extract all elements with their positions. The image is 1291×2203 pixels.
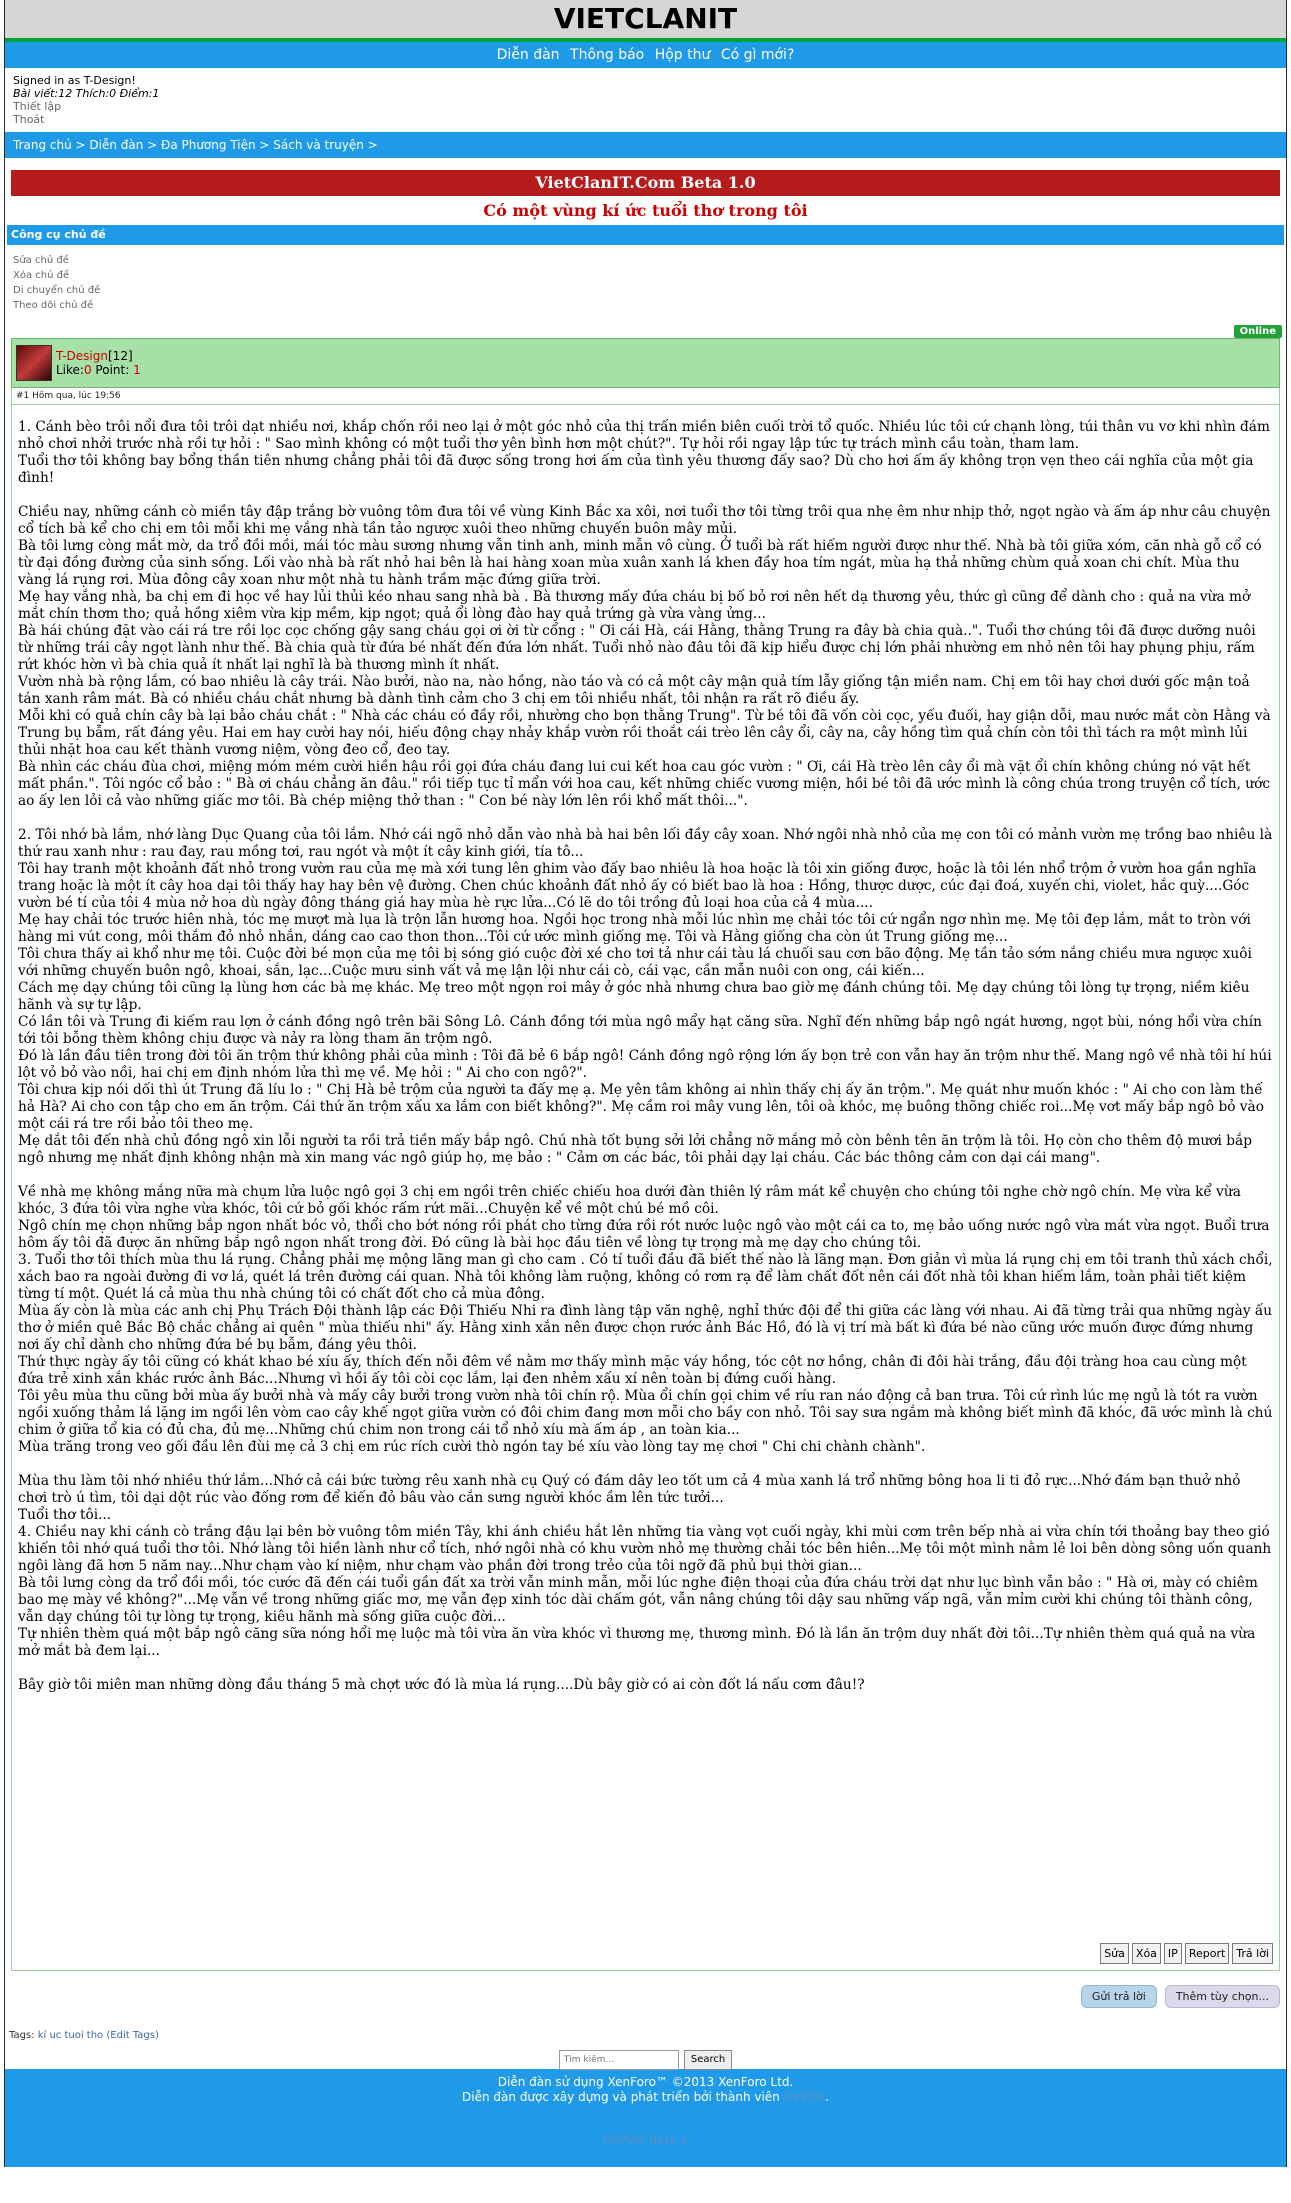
reply-post-button[interactable]: Trả lời	[1232, 1943, 1273, 1964]
search-row	[5, 2047, 1286, 2069]
search-input[interactable]	[559, 2050, 679, 2070]
avatar[interactable]	[16, 345, 52, 381]
post-text: 1. Cánh bèo trôi nổi đưa tôi trôi dạt nhiều nơi, khắp chốn rồi neo lại ở một góc nhỏ của thị trấn miền biên cuối trời tổ quốc. Nhiều lúc tôi cứ chạnh lòng, túi thân vu vơ khi nhìn đám nhỏ chơi nhởi trước nhà rồi tự hỏi : " Sao mình không có một tuổi thơ yên bình hơn một chút?". Tự hỏi rồi ngay lập tức tự trách mình cầu toàn, tham lam. Tuổi thơ tôi không bay bổng thần tiên nhưng chẳng phải tôi đã được sống trong hơi ấm của tình yêu thương đấy sao? Dù cho hơi ấm ấy không trọn vẹn theo cái nghĩa của một gia đình! Chiều nay, những cánh cò miền tây đập trắng bờ vuông tôm đưa tôi về vùng Kinh Bắc xa xôi, nơi tuổi thơ tôi từng trôi qua nhẹ êm như nhịp thở, ngọt ngào và ấm áp như câu chuyện cổ tích bà kể cho chị em tôi mỗi khi mẹ vắng nhà tần tảo ngược xuôi theo những chuyến buôn mây mủi. Bà tôi lưng còng mắt mờ, da trổ đồi mồi, mái tóc màu sương nhưng vẫn tinh anh, minh mẫn vô cùng. Ở tuổi bà rất hiếm người được như thế. Nhà bà tôi giữa xóm, căn nhà gỗ cổ có từ đại đồng đường của sinh sống. Lối vào nhà bà rất nhỏ hai bên là hai hàng xoan mùa xuân xanh lá khen đầy hoa tím ngát, mùa hạ thả những chùm quả xoan chi chít. Mùa thu vàng lá rụng rơi. Mùa đông cây xoan như một nhà tu hành trầm mặc đứng giữa trời. Mẹ hay vắng nhà, ba chị em đi học về hay lủi thủi kéo nhau sang nhà bà . Bà thương mấy đứa cháu bị bố bỏ rơi nên hết dạ thương yêu, thức gì cũng để dành cho : quả na vừa mở mắt chín thơm tho; quả hồng xiêm vừa kịp mềm, kịp ngọt; quả ổi lòng đào hay quả trứng gà vừa vàng ửng... Bà hái chúng đặt vào cái rá tre rồi lọc cọc chống gậy sang cháu gọi ơi ời từ cổng : " Ơi cái Hà, cái Hằng, thằng Trung ra đây bà chia quà..". Tuổi thơ chúng tôi đã được dưỡng nuôi từ những trái cây ngọt lành như thế. Bà chia quà từ đứa bé nhất đến đứa lớn nhất. Tuổi nhỏ nào đâu tôi đã kịp hiểu được chị lớn phải nhường em nhỏ nên tôi hay phụng phịu, rấm rứt khóc hờn vì bà chia quả ít nhất lại nghĩ là bà thương mình ít nhất. Vườn nhà bà rộng lắm, có bao nhiêu là cây trái. Nào bưởi, nào na, nào hồng, nào táo và có cả một cây mận quả tím lẫy giống tận miền nam. Chị em tôi hay chơi dưới gốc mận toả tán xanh râm mát. Bà có nhiều cháu chắt nhưng bà dành tình cảm cho 3 chị em tôi nhiều nhất, tôi nhận ra rất rõ điều ấy. Mỗi khi có quả chín cây bà lại bảo cháu chắt : " Nhà các cháu có đầy rồi, nhường cho bọn thằng Trung". Từ bé tôi đã vốn còi cọc, yếu đuối, hay giận dỗi, mau nước mắt còn Hằng và Trung bụ bẫm, rất đáng yêu. Hai em hay cười hay nói, hiếu động chạy nhảy khắp vườn rồi thoắt cái trèo lên cây ổi, cây na, cây hồng tìm quả chín còn tôi thì tách ra một mình lủi thủi nhặt hoa cau kết thành vương niệm, vòng đeo cổ, đeo tay. Bà nhìn các cháu đùa chơi, miệng móm mém cười hiền hậu rồi gọi đứa cháu đang lui cui kết hoa cau góc vườn : " Ơi, cái Hà trèo lên cây ổi mà vặt ổi chín không chúng nó vặt hết mất phần.". Tôi ngóc cổ bảo : " Bà ơi cháu chẳng ăn đâu." rồi tiếp tục tỉ mẩn với hoa cau, kết những chiếc vương miện, hồi bé tôi đã ước mình là công chúa trong truyện cổ tích, ước ao ấy len lỏi cả vào những giấc mơ tôi. Bà chép miệng thở than : " Con bé này lớn lên rồi khổ mất thôi...". 2. Tôi nhớ bà lắm, nhớ làng Dục Quang của tôi lắm. Nhớ cái ngõ nhỏ dẫn vào nhà bà hai bên lối đầy cây xoan. Nhớ ngôi nhà nhỏ của mẹ con tôi có mảnh vườn mẹ trồng bao nhiêu là thứ rau xanh như : rau đay, rau mồng tơi, rau ngót và một ít cây kinh giới, tía tô... Tôi hay tranh một khoảnh đất nhỏ trong vườn rau của mẹ mà xới tung lên ghim vào đấy bao nhiêu là hoa hoặc là tôi xin giống được, hoặc là tôi lén nhổ trộm ở vườn hoa gần nghĩa trang hoặc là một ít cây hoa dại tôi thấy hay hay bên vệ đường. Chen chúc khoảnh đất nhỏ ấy có biết bao là hoa : Hồng, thược dược, cúc đại đoá, xuyến chi, violet, hắc quỳ....Góc vườn bé tí của tôi 4 mùa nở hoa dù ngày đông tháng giá hay mùa hè rực lửa...Có lẽ do tôi trồng đủ loại hoa của cả 4 mùa.... Mẹ hay chải tóc trước hiên nhà, tóc mẹ mượt mà lụa là trộn lẫn hương hoa. Ngồi học trong nhà mỗi lúc nhìn mẹ chải tóc tôi cứ ngẩn ngơ nhìn mẹ. Mẹ tôi đẹp lắm, mắt to tròn với hàng mi vút cong, môi thắm đỏ nhỏ nhắn, dáng cao cao thon thon...Tôi cứ ước mình giống mẹ. Tôi và Hằng giống cha còn út Trung giống mẹ... Tôi chưa thấy ai khổ như mẹ tôi. Cuộc đời bé mọn của mẹ tôi bị sóng gió cuộc đời xé cho tơi tả như cái tàu lá chuối sau cơn bão động. Mẹ tần tảo sớm nắng chiều mưa ngược xuôi với những chuyến buôn ngô, khoai, sắn, lạc...Cuộc mưu sinh vất vả mẹ lận lội như cái cò, cái vạc, cần mẫn nuôi con ong, cái kiến... Cách mẹ dạy chúng tôi cũng lạ lùng hơn các bà mẹ khác. Mẹ treo một ngọn roi mây ở góc nhà nhưng chưa bao giờ mẹ đánh chúng tôi. Mẹ dạy chúng tôi lòng tự trọng, niềm kiêu hãnh và sự tự lập. Có lần tôi và Trung đi kiếm rau lợn ở cánh đồng ngô trên bãi Sông Lô. Cánh đồng tới mùa ngô mẩy hạt căng sữa. Nghĩ đến những bắp ngô ngát hương, ngọt bùi, nóng hổi vừa chín tới tôi bỗng thèm không chịu được và nảy ra lòng tham ăn trộm ngô. Đó là lần đầu tiên trong đời tôi ăn trộm thứ không phải của mình : Tôi đã bẻ 6 bắp ngô! Cánh đồng ngô rộng lớn ấy bọn trẻ con vẫn hay ăn trộm như thế. Mang ngô về nhà tôi hí húi lột vỏ bỏ vào nồi, hai chị em định nhóm lửa thì mẹ về. Mẹ hỏi : " Ai cho con ngô?". Tôi chưa kịp nói dối thì út Trung đã líu lo : " Chị Hà bẻ trộm của người ta đấy mẹ ạ. Mẹ yên tâm không ai nhìn thấy chị ấy ăn trộm.". Mẹ quát như muốn khóc : " Ai cho con làm thế hả Hà? Ai cho con tập cho em ăn trộm. Cái thứ ăn trộm xấu xa lắm con biết không?". Mẹ cầm roi mây vung lên, tôi oà khóc, mẹ buông thõng chiếc roi...Mẹ vơt mấy bắp ngô bỏ vào một cái rá tre rồi bảo tôi theo mẹ. Mẹ dắt tôi đến nhà chủ đồng ngô xin lỗi người ta rồi trả tiền mấy bắp ngô. Chú nhà tốt bụng sởi lởi chẳng nỡ mắng mỏ còn bênh tên ăn trộm là tôi. Họ còn cho thêm độ mươi bắp ngô nhưng mẹ nhất định không nhận mà xin mang vác ngô giúp họ, mẹ bảo : " Cảm ơn các bác, tôi phải dạy lại cháu. Các bác thông cảm con dại cái mang". Về nhà mẹ không mắng nữa mà chụm lửa luộc ngô gọi 3 chị em ngồi trên chiếc chiếu hoa dưới đàn thiên lý râm mát kể chuyện cho chúng tôi nghe chờ ngô chín. Mẹ vừa kể vừa khóc, 3 đứa tôi vừa nghe vừa khóc, tôi cứ bỏ gối khóc rấm rứt mãi...Chuyện kể về một chú bé mồ côi. Ngô chín mẹ chọn những bắp ngon nhất bóc vỏ, thổi cho bớt nóng rồi phát cho từng đứa rồi rót nước luộc ngô vào một cái ca to, mẹ bảo uống nước ngô vừa mát vừa ngọt. Buổi trưa hôm ấy tôi đã được ăn những bắp ngô ngon nhất trong đời. Đó cũng là bài học đầu tiên về lòng tự trọng mà mẹ dạy cho chúng tôi. 3. Tuổi thơ tôi thích mùa thu lá rụng. Chẳng phải mẹ mộng lãng man gì cho cam . Có tí tuổi đầu đã biết thế nào là lãng mạn. Đơn giản vì mùa lá rụng chị em tôi tranh thủ xách chổi, xách bao ra ngoài đường đi vơ lá, quét lá trên đường cái quan. Nhà tôi không làm ruộng, không có rơm rạ để làm chất đốt nên cái đốt nhà tôi khan hiếm lắm, toàn phải tiết kiệm từng tí một. Quét lá cả mùa thu nhà chúng tôi có chất đốt cho cả mùa đông. Mùa ấy còn là mùa các anh chị Phụ Trách Đội thành lập các Đội Thiếu Nhi ra đình làng tập văn nghệ, nghỉ thức đội để thi giữa các làng với nhau. Ai đã từng trải qua những ngày ấu thơ ở miền quê Bắc Bộ chắc chẳng ai quên " mùa thiếu nhi" ấy. Hằng xinh xắn nên được chọn rước ảnh Bác Hồ, đó là vị trí mà bất kì đứa bé nào cũng ước muốn được đứng nhưng nơi ấy chỉ dành cho những đứa bé bụ bẫm, đáng yêu thôi. Thứ thực ngày ấy tôi cũng có khát khao bé xíu ấy, thích đến nỗi đêm về nằm mơ thấy mình mặc váy hồng, tóc cột nơ hồng, chân đi đôi hài trắng, đầu đội tràng hoa cau cùng một đứa trẻ xinh xắn khác rước ảnh Bác...Nhưng vì hồi ấy tôi còi cọc lắm, lại đen nhẻm xấu xí nên toàn bị đứng cuối hàng. Tôi yêu mùa thu cũng bởi mùa ấy bưởi nhà và mấy cây bưởi trong vườn nhà tôi chín rộ. Mùa ổi chín gọi chim về ríu ran náo động cả ban trưa. Tôi cứ rình lúc mẹ ngủ là tót ra vườn ngồi xuống thảm lá lặng im ngồi lên vòm cao cây khế ngọt giữa vườn có đôi chim đang mơn mỗi cho bầy con nhỏ. Tôi say sưa ngắm mà không biết mình đã khóc, đã ước mình là chú chim ở giữa tổ kia có đủ cha, đủ mẹ...Những chú chim non trong cái tổ nhỏ xíu mà ấm áp , an toàn kia... Mùa trăng trong veo gối đầu lên đùi mẹ cả 3 chị em rúc rích cười thò ngón tay bé xíu vào lòng tay mẹ chơi " Chi chi chành chành". Mùa thu làm tôi nhớ nhiều thứ lắm...Nhớ cả cái bức tường rêu xanh nhà cụ Quý có đám dây leo tốt um cả 4 mùa xanh lá trổ những bông hoa li ti đỏ rực...Nhớ đám bạn thuở nhỏ chơi trò ú tìm, tôi dại dột rúc vào đống rơm để kiến đỏ bâu vào cắn sưng người khóc ầm lên tức tưởi... Tuổi thơ tôi... 4. Chiều nay khi cánh cò trắng đậu lại bên bờ vuông tôm miền Tây, khi ánh chiều hắt lên những tia vàng vọt cuối ngày, khi mùi cơm trên bếp nhà ai vừa chín tới thoảng bay theo gió khiến tôi nhớ quá tuổi thơ tôi. Nhớ làng tôi hiền lành như cổ tích, nhớ ngôi nhà có khu vườn nhỏ mẹ thường chải tóc bên hiên...Mẹ tôi một mình nằm lẻ loi bên dòng sông uốn quanh ngôi làng đã hơn 5 năm nay...Như chạm vào kí niệm, như chạm vào phần đời trong trẻo của tôi ngỡ đã phủ bụi thời gian... Bà tôi lưng còng da trổ đồi mồi, tóc cước đã đến cái tuổi gần đất xa trời vẫn minh mẫn, mỗi lúc nghe điện thoại của đứa cháu trời dạt như lục bình vẫn bảo : " Hà ơi, mày có chiêm bao mẹ mày về không?"...Mẹ vẫn về trong những giấc mơ, mẹ vẫn đẹp xinh tóc dài chấm gót, vẫn nâng chúng tôi dậy sau những vấp ngã, vẫn mỉm cười khi chúng tôi thành công, vẫn dạy chúng tôi tự lòng tự trọng, kiêu hãnh mà sống giữa cuộc đời... Tự nhiên thèm quá một bắp ngô căng sữa nóng hổi mẹ luộc mà tôi vừa ăn vừa khóc vì thương mẹ, thương mình. Đó là lần ăn trộm duy nhất đời tôi...Tự nhiên thèm quá quả na vừa mở mắt bà đem lại... Bây giờ tôi miên man những dòng đầu tháng 5 mà chợt ước đó là mùa lá rụng....Dù bây giờ có ai còn đốt lá nấu cơm đâu!?	[18, 419, 1273, 1693]
poster-info	[56, 349, 141, 377]
settings-link[interactable]: Thiết lập	[13, 100, 62, 113]
thread-tools-list	[5, 245, 1286, 321]
like-label: Like:	[56, 363, 84, 377]
tags-label: Tags:	[9, 2030, 35, 2041]
more-options-button[interactable]: Thêm tùy chọn...	[1165, 1985, 1280, 2008]
footer	[5, 2069, 1286, 2167]
footer-version: DVPDA Beta 2	[603, 2133, 688, 2147]
edit-tags-link[interactable]: (Edit Tags)	[106, 2030, 159, 2041]
nav-inbox[interactable]: Hộp thư	[654, 47, 711, 63]
ip-button[interactable]: IP	[1164, 1943, 1182, 1964]
nav-forums[interactable]: Diễn đàn	[496, 47, 560, 63]
report-button[interactable]: Report	[1185, 1943, 1229, 1964]
post-body	[11, 405, 1280, 1971]
logout-link[interactable]: Thoát	[13, 113, 45, 126]
post-meta: #1 Hôm qua, lúc 19:56	[11, 388, 1280, 405]
delete-post-button[interactable]: Xóa	[1132, 1943, 1161, 1964]
watch-thread-link[interactable]: Theo dõi chủ đề	[13, 300, 94, 311]
poster-bar	[11, 338, 1280, 388]
footer-member-link[interactable]: DVPDA	[783, 2090, 826, 2104]
like-value: 0	[83, 363, 92, 377]
user-box	[5, 68, 1286, 132]
poster-post-count: [12]	[108, 349, 133, 363]
reply-bar	[5, 1985, 1280, 2008]
tags-row	[9, 2030, 1286, 2041]
footer-dev-text: Diễn đàn được xây dựng và phát triển bởi thành viên	[462, 2090, 784, 2104]
submit-reply-button[interactable]: Gửi trả lời	[1081, 1985, 1157, 2008]
search-button[interactable]: Search	[684, 2050, 732, 2070]
point-value: 1	[133, 363, 141, 377]
forum-banner: VietClanIT.Com Beta 1.0	[11, 170, 1280, 196]
point-label: Point:	[91, 363, 134, 377]
nav-whats-new[interactable]: Có gì mới?	[720, 47, 795, 63]
thread-title: Có một vùng kí ức tuổi thơ trong tôi	[483, 201, 808, 220]
edit-post-button[interactable]: Sửa	[1100, 1943, 1129, 1964]
nav-notifications[interactable]: Thông báo	[570, 47, 645, 63]
delete-thread-link[interactable]: Xóa chủ đề	[13, 270, 70, 281]
thread-tools-heading: Công cụ chủ đề	[7, 225, 1284, 245]
footer-credit: Diễn đàn sử dụng XenForo™ ©2013 XenForo Ltd.	[497, 2075, 794, 2089]
tag-link[interactable]: kí uc tuoi tho	[37, 2030, 104, 2041]
page	[4, 0, 1287, 2167]
post-actions	[1100, 1943, 1273, 1964]
signed-in-text: Signed in as T-Design!	[13, 74, 136, 87]
breadcrumb[interactable]: Trang chủ > Diễn đàn > Đa Phương Tiện > Sách và truyện >	[5, 132, 1286, 158]
footer-dev-end: .	[825, 2090, 829, 2104]
site-title[interactable]: VIETCLANIT	[5, 0, 1286, 42]
footer-dev-line	[5, 2090, 1286, 2105]
edit-thread-link[interactable]: Sửa chủ đề	[13, 255, 69, 266]
poster-username[interactable]: T-Design	[56, 349, 108, 363]
top-nav	[5, 42, 1286, 68]
move-thread-link[interactable]: Di chuyển chủ đề	[13, 285, 101, 296]
user-stats: Bài viết:12 Thích:0 Điểm:1	[13, 87, 160, 100]
online-badge: Online	[1234, 325, 1282, 338]
